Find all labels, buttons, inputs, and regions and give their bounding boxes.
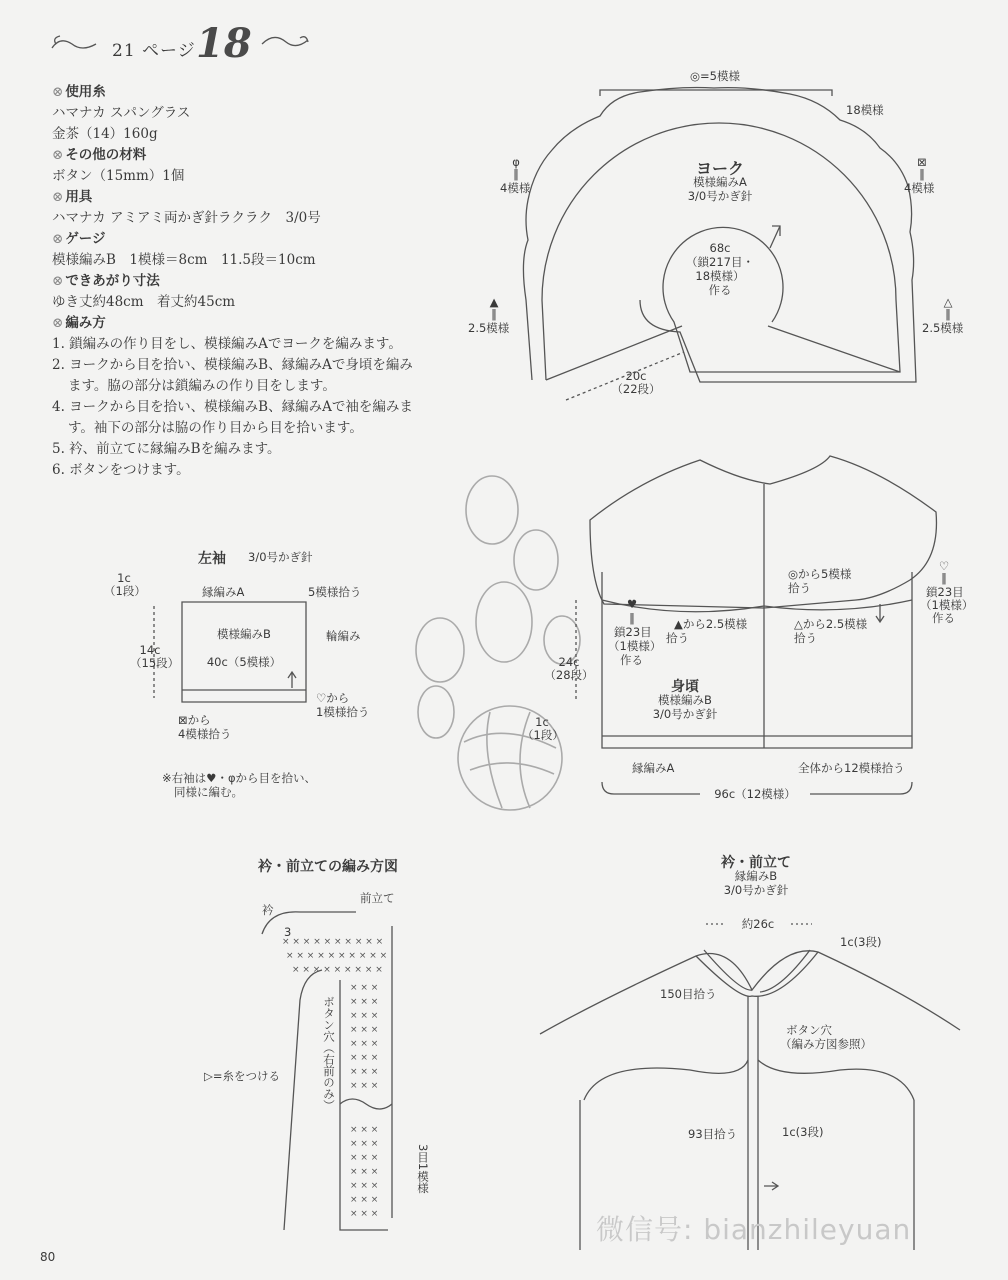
svg-text:× × ×: × × × (350, 997, 379, 1007)
page-number: 80 (40, 1250, 56, 1264)
step-5: 5. 衿、前立てに縁編みBを編みます。 (52, 441, 281, 457)
body-heart-white-symbol: ♡ (938, 559, 950, 573)
collar-chart-title: 衿・前立ての編み方図 (258, 859, 398, 875)
chart-collar-outline (262, 912, 356, 934)
svg-text:× × ×: × × × (350, 1153, 379, 1163)
yoke-cut-right (768, 326, 900, 372)
yoke-center-2: （鎖217目・ (686, 255, 754, 269)
yoke-left-bottom-label: 2.5模様 (468, 321, 510, 335)
chart-repeat: 3目1模様 (416, 1144, 430, 1194)
collar-pick93: 93目拾う (688, 1127, 738, 1141)
tools-heading: ⊗ 用具 (52, 187, 424, 208)
collar-title: 衿・前立て (721, 855, 791, 871)
svg-text:× × ×: × × × (350, 1181, 379, 1191)
body-from-tri-white: △から2.5模様 (794, 617, 868, 631)
collar-yoke-line (540, 951, 960, 1034)
yoke-top-label: ◎=5模様 (690, 69, 740, 83)
sleeve-round: 輪編み (326, 629, 361, 643)
sleeve-from-heart-1: ♡から (316, 691, 350, 705)
tools: ハマナカ アミアミ両かぎ針ラクラク 3/0号 (52, 210, 321, 226)
yoke-right-symbol: ⊠ (917, 155, 927, 169)
flourish-right (262, 37, 308, 46)
sleeve-from-box-2: 4模様拾う (178, 727, 232, 741)
yoke-left-bottom-symbol: ▲ (489, 295, 499, 309)
sleeve-arrow (288, 672, 296, 688)
sleeve-edging: 縁編みA (202, 585, 245, 599)
body-sub2: 3/0号かぎ針 (652, 707, 718, 721)
chart-buttonhole: ボタン穴（右前のみ） (322, 996, 336, 1111)
body-chain-left-1: 鎖23目 (614, 625, 652, 639)
yoke-left-symbol: φ (512, 155, 520, 169)
sleeve-note-1: ※右袖は♥・φから目を拾い、 (162, 771, 317, 785)
svg-text:× × ×: × × × (350, 983, 379, 993)
svg-text:× × ×: × × × (350, 1139, 379, 1149)
yoke-right-top-label: 18模様 (846, 103, 884, 117)
collar-buttonhole-2: （編み方図参照） (780, 1037, 872, 1051)
body-chain-left-3: 作る (620, 653, 643, 667)
collar-buttonhole-1: ボタン穴 (786, 1023, 832, 1037)
body-title: 身頃 (671, 679, 699, 695)
materials-info (52, 82, 424, 481)
sleeve-needle: 3/0号かぎ針 (248, 550, 313, 564)
body-from-double-2: 拾う (788, 581, 811, 595)
yarn-color: 金茶（14）160g (52, 126, 158, 142)
yoke-sub2: 3/0号かぎ針 (687, 189, 753, 203)
sleeve-from-heart-2: 1模様拾う (316, 705, 370, 719)
body-height-2: （28段） (544, 668, 594, 682)
yoke-depth-1: 20c (625, 369, 647, 383)
collar-rows-bottom: 1c(3段) (782, 1125, 824, 1139)
page-reference: 21 ページ (112, 41, 196, 61)
other-materials-heading: ⊗ その他の材料 (52, 145, 424, 166)
step-2: 2. ヨークから目を拾い、模様編みB、縁編みAで身頃を編みます。脇の部分は鎖編みの作り目をします。 (52, 357, 413, 394)
gauge: 模様編みB 1模様＝8cm 11.5段＝10cm (52, 252, 316, 268)
body-heart-symbol: ♥ (626, 597, 638, 611)
svg-text:× × ×: × × × (350, 1125, 379, 1135)
svg-text:× × ×: × × × (350, 1067, 379, 1077)
body-width: 96c（12模様） (700, 788, 810, 801)
body-collar-outline (590, 456, 936, 608)
yoke-depth-2: （22段） (611, 382, 661, 396)
svg-text:× × ×: × × × (350, 1025, 379, 1035)
yoke-right-bottom-label: 2.5模様 (922, 321, 964, 335)
gauge-heading: ⊗ ゲージ (52, 229, 424, 250)
yoke-center-1: 68c (709, 241, 731, 255)
yarn-heading: ⊗ 使用糸 (52, 82, 424, 103)
watermark: 微信号: bianzhileyuan (596, 1213, 912, 1246)
body-edge-1: 1c (535, 715, 549, 729)
yoke-right-label: 4模様 (904, 181, 935, 195)
chart-break (340, 1099, 392, 1109)
collar-sub1: 縁編みB (734, 869, 778, 883)
sleeve-outline (182, 602, 306, 702)
other-materials: ボタン（15mm）1個 (52, 168, 185, 184)
flourish-left (52, 36, 96, 48)
collar-pick150: 150目拾う (660, 987, 717, 1001)
body-sub1: 模様編みB (658, 693, 712, 707)
body-from-double: ◎から5模様 (788, 567, 852, 581)
sleeve-height-1: 14c (139, 643, 161, 657)
svg-text:× × × × × × × × × ×: × × × × × × × × × × (286, 951, 388, 961)
svg-text:× × × × × × × × × ×: × × × × × × × × × × (282, 937, 384, 947)
chart-front-label: 前立て (360, 891, 395, 905)
sleeve-edge-2: （1段） (104, 584, 146, 598)
body-chain-right-3: 作る (932, 611, 955, 625)
step-6: 6. ボタンをつけます。 (52, 462, 190, 478)
collar-body-top (584, 1060, 914, 1100)
step-4: 4. ヨークから目を拾い、模様編みB、縁編みAで袖を編みます。袖下の部分は脇の作り目から目を拾います。 (52, 399, 413, 436)
sleeve-title: 左袖 (198, 551, 226, 567)
sleeve-from-box-1: ⊠から (178, 713, 211, 727)
yoke-center-4: 作る (708, 283, 732, 297)
svg-text:× × ×: × × × (350, 1081, 379, 1091)
method-heading: ⊗ 編み方 (52, 313, 424, 334)
sleeve-edge-1: 1c (117, 571, 131, 585)
sleeve-note-2: 同様に編む。 (174, 785, 243, 799)
body-chain-right-2: （1模様） (920, 598, 974, 612)
body-from-tri-black: ▲から2.5模様 (674, 617, 748, 631)
yoke-right-bottom-symbol: △ (943, 295, 953, 309)
yarn-brand: ハマナカ スパングラス (52, 105, 191, 121)
step-1: 1. 鎖編みの作り目をし、模様編みAでヨークを編みます。 (52, 336, 402, 352)
collar-width: 約26c (726, 918, 790, 931)
collar-arrow (764, 1182, 778, 1190)
size-heading: ⊗ できあがり寸法 (52, 271, 424, 292)
sleeve-pattern: 模様編みB (217, 627, 271, 641)
yoke-left-label: 4模様 (500, 181, 531, 195)
size: ゆき丈約48cm 着丈約45cm (52, 294, 236, 310)
pattern-number: 18 (196, 20, 252, 67)
body-pick-all: 全体から12模様拾う (798, 761, 905, 775)
body-from-tri-black-2: 拾う (666, 631, 689, 645)
yoke-arrow (770, 226, 780, 248)
svg-text:× × ×: × × × (350, 1167, 379, 1177)
svg-text:× × ×: × × × (350, 1039, 379, 1049)
chart-attach: =糸をつける (212, 1069, 280, 1083)
svg-text:× × ×: × × × (350, 1011, 379, 1021)
collar-rows-top: 1c(3段) (840, 935, 882, 949)
yoke-sub1: 模様編みA (693, 175, 747, 189)
yoke-center-3: 18模様） (695, 269, 745, 283)
body-from-tri-white-2: 拾う (794, 631, 817, 645)
chart-collar-label: 衿 (262, 903, 274, 917)
svg-text:× × ×: × × × (350, 1053, 379, 1063)
sleeve-pick5: 5模様拾う (308, 585, 362, 599)
sleeve-height-2: （15段） (130, 656, 180, 670)
chart-count-3: 3 (284, 925, 292, 939)
svg-text:× × × × × × × × ×: × × × × × × × × × (292, 965, 383, 975)
collar-band (704, 950, 810, 992)
yoke-title: ヨーク (695, 159, 744, 178)
svg-text:× × ×: × × × (350, 1209, 379, 1219)
collar-sub2: 3/0号かぎ針 (723, 883, 789, 897)
sleeve-width: 40c（5模様） (206, 655, 282, 669)
body-edging: 縁編みA (632, 761, 675, 775)
yoke-outer (523, 88, 916, 383)
chart-left-edge (284, 970, 322, 1230)
body-chain-left-2: （1模様） (608, 639, 662, 653)
body-edge-2: （1段） (522, 728, 564, 742)
svg-text:× × ×: × × × (350, 1195, 379, 1205)
body-height-1: 24c (558, 655, 580, 669)
body-chain-right-1: 鎖23目 (926, 585, 964, 599)
